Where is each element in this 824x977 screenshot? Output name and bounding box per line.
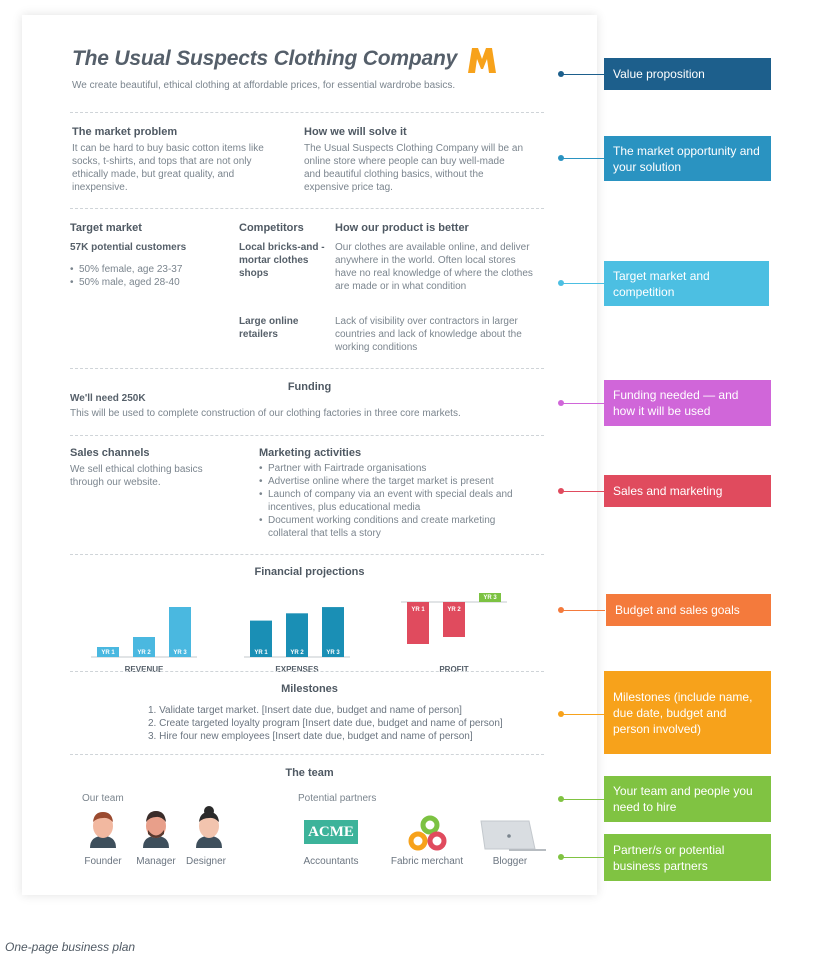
divider (70, 754, 544, 755)
market-problem-text: It can be hard to buy basic cotton items like socks, t-shirts, and tops that are not only ethically made, but great quality, and inexpensive. (72, 143, 264, 193)
competitor-advantage: Lack of visibility over contractors in larger countries and lack of knowledge about the working conditions (335, 316, 522, 353)
team-heading: The team (285, 767, 334, 779)
divider (70, 112, 544, 113)
divider (70, 671, 544, 672)
connector-line (561, 74, 605, 75)
competitor-name: Local bricks-and -mortar clothes shops (239, 242, 325, 279)
bar-category-label: YR 1 (411, 607, 425, 613)
connector-line (561, 158, 605, 159)
bar-category-label: YR 1 (101, 650, 115, 656)
list-item: • 50% female, age 23-37 (70, 263, 182, 276)
divider (70, 435, 544, 436)
competitors-heading: Competitors (239, 222, 304, 234)
target-market-heading: Target market (70, 222, 142, 234)
funding-need: We'll need 250K (70, 393, 146, 404)
list-item: • 50% male, aged 28-40 (70, 276, 182, 289)
milestones-list (148, 704, 568, 743)
callout-sales-marketing: Sales and marketing (604, 475, 771, 507)
manager-avatar-icon (141, 808, 171, 848)
milestones-heading: Milestones (281, 683, 338, 695)
potential-customers: 57K potential customers (70, 242, 187, 253)
list-item: • Partner with Fairtrade organisations (259, 462, 534, 475)
list-item: • Launch of company via an event with special deals and incentives, plus educational media (259, 488, 534, 514)
callout-budget-goals: Budget and sales goals (606, 594, 771, 626)
solution-heading: How we will solve it (304, 126, 407, 138)
competitor-advantage: Our clothes are available online, and deliver anywhere in the world. Often local stores have no real knowledge of where the clothes are made or in what condition (335, 242, 533, 292)
figure-caption: One-page business plan (5, 940, 136, 954)
chart-xlabel: PROFIT (439, 665, 469, 674)
designer-avatar-icon (194, 805, 224, 848)
connector-line (561, 491, 605, 492)
connector-dot (558, 71, 564, 77)
founder-avatar-icon (88, 808, 118, 848)
funding-text: This will be used to complete construction of our clothing factories in three core markets. (70, 408, 461, 419)
company-title: The Usual Suspects Clothing Company (72, 47, 458, 70)
chart-xlabel: REVENUE (124, 665, 164, 674)
bar-category-label: YR 1 (254, 650, 268, 656)
sales-channels-text: We sell ethical clothing basics through our website. (70, 464, 203, 488)
funding-heading: Funding (287, 381, 332, 393)
connector-line (561, 857, 605, 858)
bar-category-label: YR 2 (137, 650, 151, 656)
competitor-name: Large online retailers (239, 316, 299, 340)
connector-dot (558, 400, 564, 406)
callout-value-proposition: Value proposition (604, 58, 771, 90)
connector-dot (558, 607, 564, 613)
financial-heading: Financial projections (254, 566, 365, 578)
divider (70, 208, 544, 209)
connector-dot (558, 796, 564, 802)
connector-dot (558, 280, 564, 286)
list-item: 2. Create targeted loyalty program [Insert date due, budget and name of person] (148, 717, 568, 730)
value-proposition-text: We create beautiful, ethical clothing at affordable prices, for essential wardrobe basics. (72, 80, 456, 91)
business-plan-page (22, 15, 597, 895)
our-team-label: Our team (82, 793, 124, 804)
partner-label: Blogger (492, 856, 528, 867)
connector-dot (558, 155, 564, 161)
sales-channels-heading: Sales channels (70, 447, 150, 459)
chart-xlabel: EXPENSES (275, 665, 319, 674)
marketing-list (259, 462, 534, 540)
connector-line (561, 283, 605, 284)
team-member-label: Founder (84, 856, 122, 867)
target-market-list (70, 263, 182, 289)
team-member-label: Manager (136, 856, 176, 867)
m-logo (466, 45, 498, 75)
partners-label: Potential partners (298, 793, 377, 804)
product-better-heading: How our product is better (335, 222, 469, 234)
callout-target-market: Target market and competition (604, 261, 769, 306)
callout-market-opportunity: The market opportunity and your solution (604, 136, 771, 181)
bar-category-label: YR 3 (483, 595, 497, 601)
divider (70, 368, 544, 369)
list-item: 3. Hire four new employees [Insert date due, budget and name of person] (148, 730, 568, 743)
divider (70, 554, 544, 555)
list-item: • Document working conditions and create marketing collateral that tells a story (259, 514, 534, 540)
bar-category-label: YR 2 (290, 650, 304, 656)
connector-line (561, 714, 605, 715)
fabric-merchant-icon (407, 815, 447, 851)
connector-line (561, 403, 605, 404)
bar-category-label: YR 3 (326, 650, 340, 656)
marketing-heading: Marketing activities (259, 447, 362, 459)
connector-line (561, 610, 605, 611)
laptop-icon (479, 819, 547, 855)
connector-dot (558, 488, 564, 494)
solution-text: The Usual Suspects Clothing Company will be an online store where people can buy well-made and beautiful clothing basics, without the expensive price tag. (304, 143, 523, 193)
connector-line (561, 799, 605, 800)
callout-team: Your team and people you need to hire (604, 776, 771, 822)
list-item: 1. Validate target market. [Insert date due, budget and name of person] (148, 704, 568, 717)
bar-category-label: YR 3 (173, 650, 187, 656)
partner-label: Accountants (303, 856, 359, 867)
callout-partners: Partner/s or potential business partners (604, 834, 771, 881)
financial-charts (22, 575, 597, 674)
bar-category-label: YR 2 (447, 607, 461, 613)
team-member-label: Designer (185, 856, 227, 867)
market-problem-heading: The market problem (72, 126, 178, 138)
acme-logo: ACME (304, 820, 358, 844)
callout-milestones: Milestones (include name, due date, budget and person involved) (604, 671, 771, 754)
callout-funding: Funding needed — and how it will be used (604, 380, 771, 426)
connector-dot (558, 854, 564, 860)
list-item: • Advertise online where the target market is present (259, 475, 534, 488)
partner-label: Fabric merchant (390, 856, 464, 867)
connector-dot (558, 711, 564, 717)
